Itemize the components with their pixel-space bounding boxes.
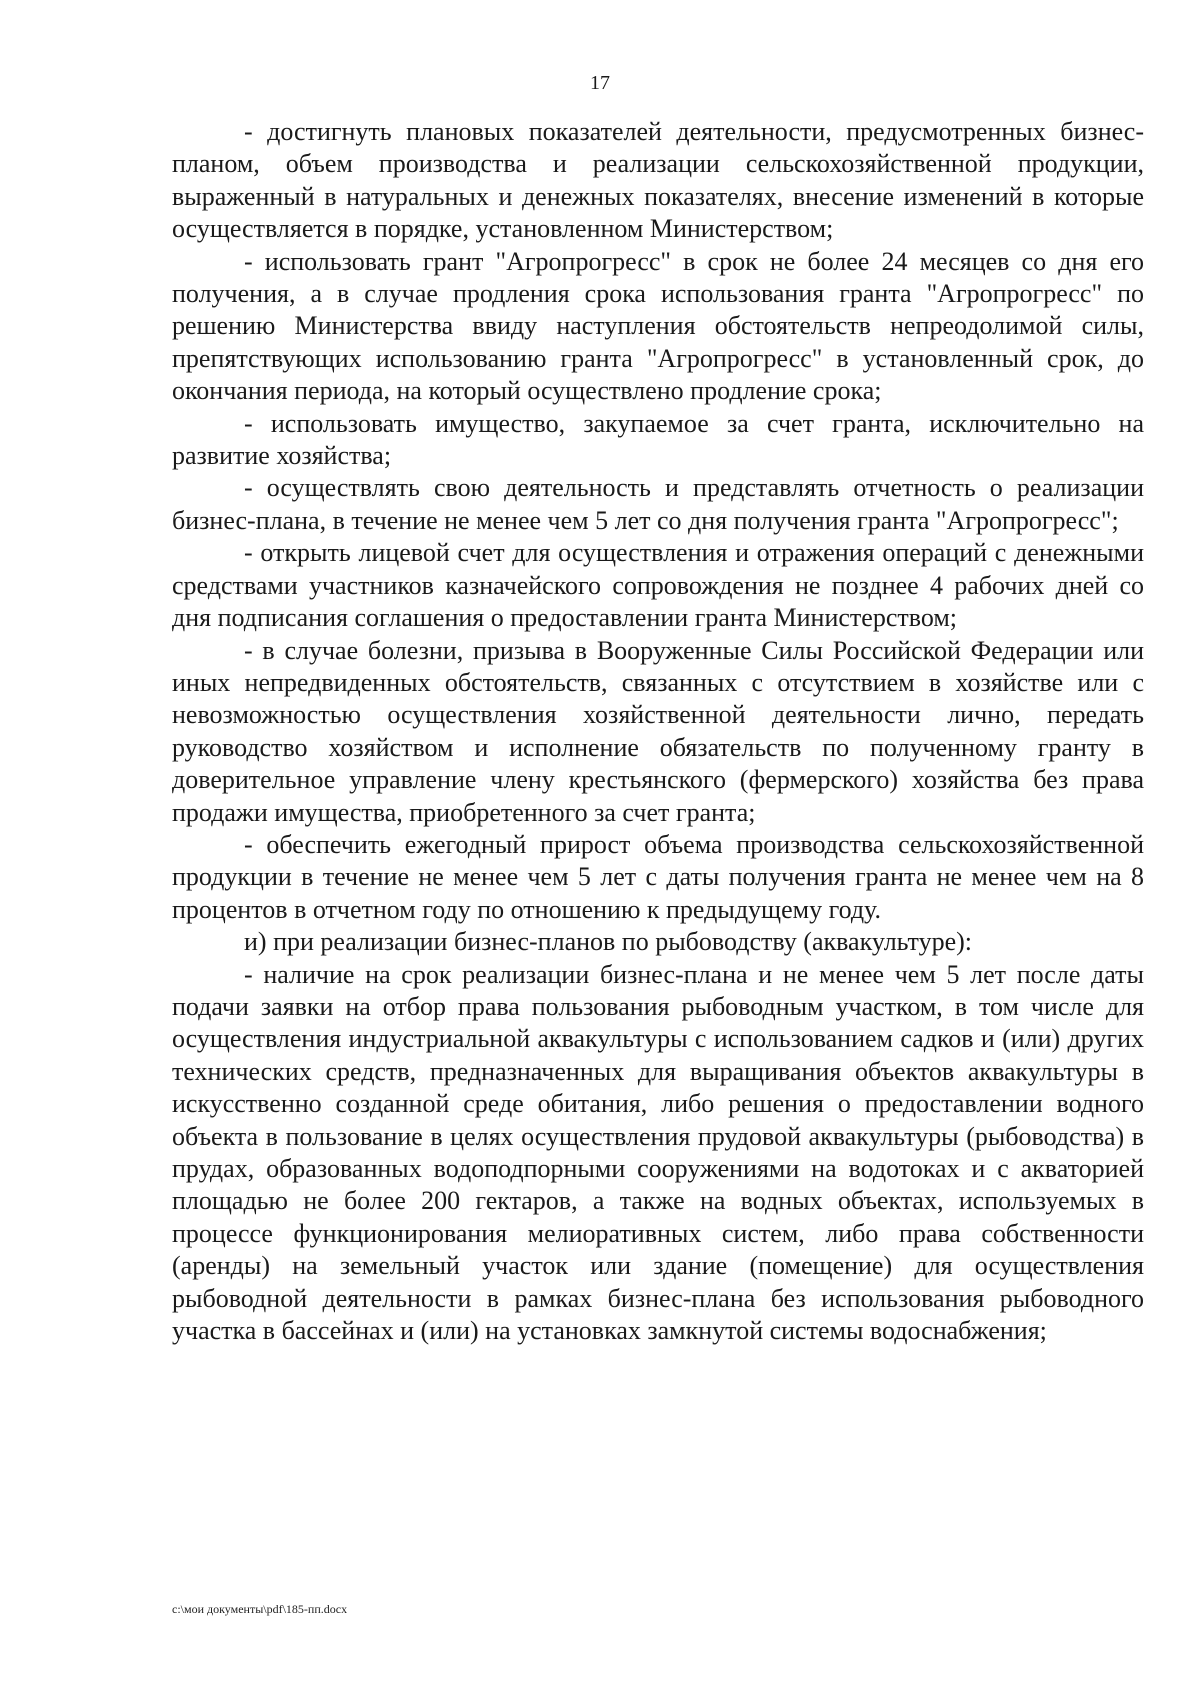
paragraph-use-property: - использовать имущество, закупаемое за счет гранта, исключительно на развитие хозяйства; <box>172 408 1144 471</box>
document-body <box>172 116 1144 1347</box>
paragraph-production-growth: - обеспечить ежегодный прирост объема производства сельскохозяйственной продукции в течение не менее чем 5 лет с даты получения гранта не менее чем на 8 процентов в отчетном году по отношению к предыдущему году. <box>172 829 1144 924</box>
page-number: 17 <box>590 72 610 94</box>
paragraph-trust-management: - в случае болезни, призыва в Вооруженные Силы Российской Федерации или иных непредвиденных обстоятельств, связанных с отсутствием в хозяйстве или с невозможностью осуществления хозяйственной деятельности лично, передать руководство хозяйством и исполнение обязательств по полученному гранту в доверительное управление члену крестьянского (фермерского) хозяйства без права продажи имущества, приобретенного за счет гранта; <box>172 635 1144 827</box>
paragraph-reporting: - осуществлять свою деятельность и представлять отчетность о реализации бизнес-плана, в течение не менее чем 5 лет со дня получения гранта "Агропрогресс"; <box>172 473 1144 535</box>
paragraph-achieve-targets: - достигнуть плановых показателей деятельности, предусмотренных бизнес-планом, объем производства и реализации сельскохозяйственной продукции, выраженный в натуральных и денежных показателях, внесение изменений в которые осуществляется в порядке, установленном Министерством; <box>172 117 1144 244</box>
paragraph-use-grant-term: - использовать грант "Агропрогресс" в срок не более 24 месяцев со дня его получения, а в случае продления срока использования гранта "Агропрогресс" по решению Министерства ввиду наступления обстоятельств непреодолимой силы, препятствующих использованию гранта "Агропрогресс" в установленный срок, до окончания периода, на который осуществлено продление срока; <box>172 246 1144 406</box>
paragraph-open-account: - открыть лицевой счет для осуществления и отражения операций с денежными средствами участников казначейского сопровождения не позднее 4 рабочих дней со дня подписания соглашения о предоставлении гранта Министерством; <box>172 538 1144 633</box>
paragraph-aquaculture-heading: и) при реализации бизнес-планов по рыбоводству (аквакультуре): <box>244 927 972 957</box>
footer-file-path: c:\мои документы\pdf\185-пп.docx <box>172 1602 348 1616</box>
paragraph-aquaculture-rights: - наличие на срок реализации бизнес-плана и не менее чем 5 лет после даты подачи заявки на отбор права пользования рыбоводным участком, в том числе для осуществления индустриальной аквакультуры с использованием садков и (или) других технических средств, предназначенных для выращивания объектов аквакультуры в искусственно созданной среде обитания, либо решения о предоставлении водного объекта в пользование в целях осуществления прудовой аквакультуры (рыбоводства) в прудах, образованных водоподпорными сооружениями на водотоках и с акваторией площадью не более 200 гектаров, а также на водных объектах, используемых в процессе функционирования мелиоративных систем, либо права собственности (аренды) на земельный участок или здание (помещение) для осуществления рыбоводной деятельности в рамках бизнес-плана без использования рыбоводного участка в бассейнах и (или) на установках замкнутой системы водоснабжения; <box>172 959 1144 1346</box>
